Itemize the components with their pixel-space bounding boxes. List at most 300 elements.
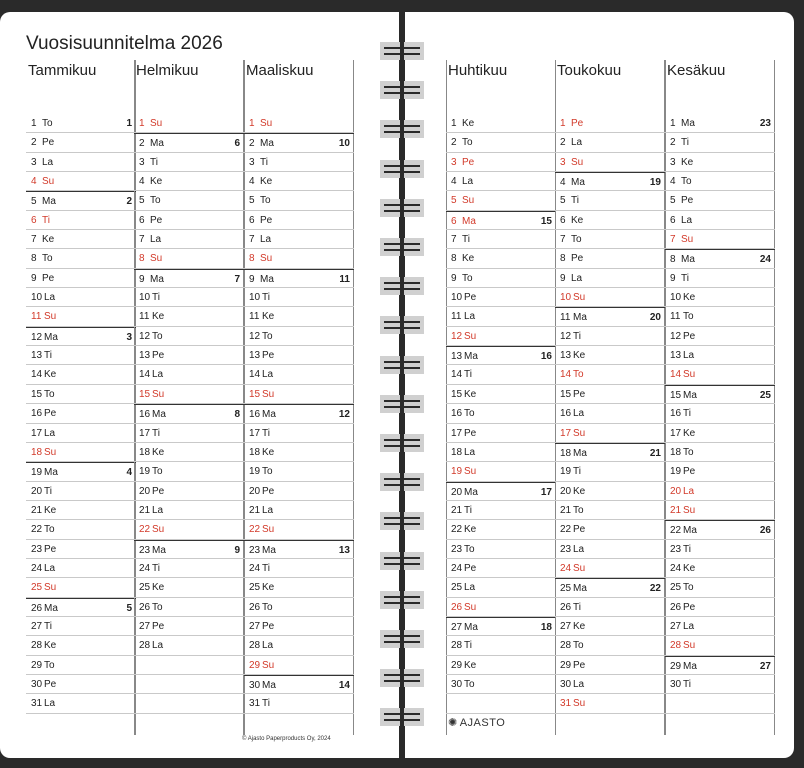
day-row — [26, 385, 136, 404]
day-number: 23 — [249, 544, 261, 556]
day-row — [446, 443, 556, 462]
day-number: 4 — [31, 176, 37, 188]
day-number: 2 — [249, 138, 255, 150]
day-row — [446, 501, 556, 520]
day-number: 24 — [249, 562, 261, 574]
day-number: 20 — [139, 485, 151, 497]
day-number: 24 — [670, 562, 682, 574]
weekday-abbr: Ke — [683, 562, 696, 574]
day-row — [244, 501, 354, 520]
week-number: 4 — [126, 467, 132, 479]
day-row — [665, 230, 775, 249]
day-number: 11 — [451, 311, 462, 323]
day-number: 4 — [139, 176, 145, 188]
day-number: 10 — [670, 292, 682, 304]
day-row — [244, 153, 354, 172]
day-number: 21 — [670, 504, 682, 516]
day-number: 7 — [670, 234, 676, 246]
week-number: 11 — [339, 273, 350, 285]
weekday-abbr: La — [262, 504, 274, 516]
day-row — [134, 636, 244, 655]
day-row — [446, 424, 556, 443]
day-row — [665, 578, 775, 597]
day-row — [665, 211, 775, 230]
weekday-abbr: Pe — [464, 427, 477, 439]
day-number: 12 — [31, 331, 43, 343]
weekday-abbr: Su — [573, 292, 586, 304]
week-number: 27 — [759, 660, 771, 672]
page-title: Vuosisuunnitelma 2026 — [26, 33, 223, 54]
day-row — [665, 540, 775, 559]
weekday-abbr: Pe — [262, 350, 275, 362]
binding-ring — [380, 395, 424, 413]
day-number: 4 — [249, 176, 255, 188]
weekday-abbr: Ke — [464, 524, 477, 536]
weekday-abbr: Ke — [573, 620, 586, 632]
weekday-abbr: Pe — [464, 292, 477, 304]
weekday-abbr: Su — [262, 659, 275, 671]
week-number: 23 — [759, 118, 771, 129]
day-row — [134, 520, 244, 539]
day-number: 24 — [560, 562, 572, 574]
day-row — [134, 501, 244, 520]
weekday-abbr: Ke — [464, 659, 477, 671]
day-row — [665, 443, 775, 462]
weekday-abbr: La — [44, 292, 56, 304]
day-number: 26 — [670, 601, 682, 613]
day-row — [555, 540, 665, 559]
day-number: 18 — [560, 447, 572, 459]
weekday-abbr: To — [152, 330, 163, 342]
day-row — [244, 211, 354, 230]
weekday-abbr: Su — [573, 698, 586, 710]
day-row — [134, 443, 244, 462]
day-number: 25 — [139, 582, 151, 594]
weekday-abbr: Ma — [462, 215, 476, 227]
day-number: 19 — [31, 467, 43, 479]
weekday-abbr: Ke — [44, 504, 57, 516]
day-number: 5 — [560, 195, 566, 207]
weekday-abbr: Ti — [262, 562, 270, 574]
weekday-abbr: To — [464, 678, 475, 690]
week-number: 16 — [540, 351, 552, 363]
weekday-abbr: To — [260, 195, 271, 207]
month-column-june — [665, 60, 775, 735]
day-row — [26, 172, 136, 191]
day-row — [555, 307, 665, 326]
day-number: 29 — [670, 660, 682, 672]
day-row — [665, 327, 775, 346]
weekday-abbr: Su — [262, 524, 275, 536]
weekday-abbr: Pe — [571, 253, 584, 265]
weekday-abbr: Ma — [262, 679, 276, 691]
day-row — [665, 385, 775, 404]
day-row — [555, 346, 665, 365]
day-number: 14 — [139, 369, 151, 381]
day-number: 30 — [670, 678, 682, 690]
day-number: 26 — [31, 602, 43, 614]
weekday-abbr: Pe — [462, 156, 475, 168]
day-number: 14 — [670, 369, 682, 381]
day-row — [134, 365, 244, 384]
week-number: 19 — [649, 177, 661, 189]
day-row — [555, 694, 665, 713]
day-number: 17 — [670, 427, 682, 439]
day-number: 19 — [670, 466, 682, 478]
day-number: 11 — [31, 311, 42, 323]
week-number: 10 — [338, 138, 350, 150]
day-number: 22 — [249, 524, 261, 536]
day-number: 10 — [249, 292, 261, 304]
day-row — [26, 114, 136, 133]
weekday-abbr: Pe — [152, 485, 165, 497]
day-row — [244, 520, 354, 539]
day-row — [446, 307, 556, 326]
weekday-abbr: Ma — [262, 409, 276, 421]
day-number: 12 — [249, 330, 261, 342]
day-number: 2 — [451, 137, 457, 149]
day-row — [134, 578, 244, 597]
day-row — [665, 114, 775, 133]
day-number: 5 — [139, 195, 145, 207]
day-number: 17 — [31, 427, 43, 439]
day-number: 6 — [670, 214, 676, 226]
day-row — [26, 404, 136, 423]
weekday-abbr: La — [571, 137, 583, 149]
day-number: 4 — [451, 176, 457, 188]
weekday-abbr: Ti — [42, 214, 50, 226]
weekday-abbr: La — [44, 562, 56, 574]
weekday-abbr: Pe — [44, 543, 57, 555]
day-number: 10 — [31, 292, 43, 304]
day-number: 1 — [670, 118, 676, 129]
day-number: 19 — [249, 466, 261, 478]
weekday-abbr: Ti — [681, 137, 689, 149]
month-column-january — [26, 60, 136, 735]
weekday-abbr: La — [683, 350, 695, 362]
weekday-abbr: Ti — [262, 427, 270, 439]
day-row — [134, 346, 244, 365]
week-number: 20 — [649, 312, 661, 324]
day-number: 25 — [670, 582, 682, 594]
weekday-abbr: To — [42, 118, 53, 129]
binding-ring — [380, 238, 424, 256]
day-row — [134, 307, 244, 326]
day-list — [555, 114, 665, 714]
day-number: 7 — [451, 234, 457, 246]
binding-ring — [380, 81, 424, 99]
brand-logo — [448, 716, 505, 729]
day-row — [26, 153, 136, 172]
day-row — [665, 249, 775, 268]
day-number: 11 — [670, 311, 681, 323]
day-number: 3 — [139, 156, 145, 168]
binding-ring — [380, 473, 424, 491]
day-row — [665, 656, 775, 675]
weekday-abbr: La — [42, 156, 54, 168]
weekday-abbr: Pe — [681, 195, 694, 207]
weekday-abbr: Ti — [150, 156, 158, 168]
weekday-abbr: Su — [462, 195, 475, 207]
weekday-abbr: Su — [464, 330, 477, 342]
day-row — [446, 540, 556, 559]
day-row — [665, 675, 775, 694]
day-row — [555, 114, 665, 133]
day-number: 15 — [139, 388, 151, 400]
weekday-abbr: To — [464, 408, 475, 420]
day-number: 10 — [139, 292, 151, 304]
weekday-abbr: La — [152, 369, 164, 381]
day-number: 28 — [670, 640, 682, 652]
day-number: 13 — [451, 351, 463, 363]
weekday-abbr: Ke — [152, 582, 165, 594]
week-number: 6 — [234, 138, 240, 150]
weekday-abbr: Ke — [150, 176, 163, 188]
binding-ring — [380, 356, 424, 374]
weekday-abbr: Ma — [260, 273, 274, 285]
weekday-abbr: Ti — [683, 543, 691, 555]
day-row — [26, 424, 136, 443]
day-number: 31 — [249, 698, 261, 710]
weekday-abbr: To — [573, 640, 584, 652]
day-number: 3 — [560, 156, 566, 168]
day-row — [244, 385, 354, 404]
day-row — [134, 288, 244, 307]
weekday-abbr: To — [44, 659, 55, 671]
weekday-abbr: To — [462, 272, 473, 284]
weekday-abbr: Ma — [42, 196, 56, 208]
weekday-abbr: Ma — [681, 118, 695, 129]
weekday-abbr: Su — [260, 253, 273, 265]
day-number: 2 — [139, 138, 145, 150]
binding-ring — [380, 630, 424, 648]
day-number: 6 — [249, 214, 255, 226]
day-row — [446, 230, 556, 249]
day-number: 2 — [560, 137, 566, 149]
day-number: 22 — [451, 524, 463, 536]
week-number: 2 — [126, 196, 132, 208]
day-row — [134, 230, 244, 249]
day-row — [26, 288, 136, 307]
day-number: 1 — [31, 118, 37, 129]
day-row — [555, 598, 665, 617]
binding-ring — [380, 42, 424, 60]
weekday-abbr: Pe — [683, 466, 696, 478]
day-row — [244, 559, 354, 578]
day-row — [446, 656, 556, 675]
day-number: 6 — [139, 214, 145, 226]
weekday-abbr: To — [464, 543, 475, 555]
day-row — [244, 269, 354, 288]
weekday-abbr: Su — [464, 466, 477, 478]
week-number: 26 — [759, 525, 771, 537]
day-number: 2 — [670, 137, 676, 149]
day-number: 31 — [560, 698, 572, 710]
weekday-abbr: Su — [573, 562, 586, 574]
day-number: 13 — [670, 350, 682, 362]
day-number: 30 — [451, 678, 463, 690]
weekday-abbr: Pe — [152, 350, 165, 362]
day-number: 13 — [139, 350, 151, 362]
day-row — [665, 617, 775, 636]
day-number: 28 — [31, 640, 43, 652]
weekday-abbr: Ti — [44, 485, 52, 497]
day-number: 31 — [31, 698, 43, 710]
weekday-abbr: Ke — [260, 176, 273, 188]
day-row — [555, 617, 665, 636]
day-row — [26, 636, 136, 655]
weekday-abbr: Ti — [464, 640, 472, 652]
month-column-february — [134, 60, 244, 735]
day-row — [446, 288, 556, 307]
weekday-abbr: Su — [683, 640, 696, 652]
day-row — [446, 327, 556, 346]
day-number: 2 — [31, 137, 37, 149]
weekday-abbr: Ti — [681, 272, 689, 284]
weekday-abbr: To — [683, 311, 694, 323]
day-row — [26, 694, 136, 713]
day-number: 3 — [451, 156, 457, 168]
weekday-abbr: Ke — [683, 427, 696, 439]
day-number: 28 — [560, 640, 572, 652]
weekday-abbr: Ke — [683, 292, 696, 304]
weekday-abbr: Ma — [150, 273, 164, 285]
weekday-abbr: Ti — [573, 601, 581, 613]
week-number: 9 — [234, 544, 240, 556]
weekday-abbr: Ma — [464, 621, 478, 633]
day-row — [555, 133, 665, 152]
weekday-abbr: La — [571, 272, 583, 284]
weekday-abbr: Ti — [262, 698, 270, 710]
weekday-abbr: La — [44, 427, 56, 439]
day-list — [134, 114, 244, 714]
day-row — [555, 327, 665, 346]
empty-row — [134, 694, 244, 713]
weekday-abbr: Ma — [152, 409, 166, 421]
weekday-abbr: Pe — [260, 214, 273, 226]
day-number: 9 — [249, 273, 255, 285]
day-row — [26, 656, 136, 675]
day-number: 27 — [560, 620, 572, 632]
day-number: 26 — [249, 601, 261, 613]
day-row — [26, 540, 136, 559]
day-row — [665, 307, 775, 326]
day-row — [244, 365, 354, 384]
weekday-abbr: Su — [150, 253, 163, 265]
day-row — [26, 365, 136, 384]
binding-ring — [380, 669, 424, 687]
day-row — [446, 636, 556, 655]
day-row — [446, 598, 556, 617]
weekday-abbr: To — [262, 601, 273, 613]
weekday-abbr: Pe — [573, 659, 586, 671]
day-row — [244, 288, 354, 307]
weekday-abbr: Ti — [683, 408, 691, 420]
week-number: 3 — [126, 331, 132, 343]
day-number: 12 — [451, 330, 463, 342]
day-row — [134, 249, 244, 268]
day-number: 12 — [560, 330, 572, 342]
weekday-abbr: To — [462, 137, 473, 149]
empty-row — [665, 694, 775, 713]
day-list — [446, 114, 556, 714]
day-number: 27 — [139, 620, 151, 632]
day-row — [555, 501, 665, 520]
day-number: 11 — [249, 311, 260, 323]
sun-icon: ✺ — [448, 717, 458, 729]
empty-row — [134, 656, 244, 675]
day-row — [26, 598, 136, 617]
day-row — [446, 617, 556, 636]
day-number: 8 — [139, 253, 145, 265]
day-row — [446, 482, 556, 501]
weekday-abbr: Pe — [262, 620, 275, 632]
day-number: 20 — [560, 485, 572, 497]
weekday-abbr: Ti — [462, 234, 470, 246]
weekday-abbr: Ke — [262, 446, 275, 458]
day-number: 13 — [31, 350, 43, 362]
weekday-abbr: To — [683, 446, 694, 458]
day-row — [446, 462, 556, 481]
weekday-abbr: To — [681, 176, 692, 188]
day-row — [244, 230, 354, 249]
day-number: 9 — [31, 272, 37, 284]
weekday-abbr: Pe — [464, 562, 477, 574]
day-number: 6 — [451, 215, 457, 227]
day-row — [244, 540, 354, 559]
weekday-abbr: Ma — [683, 660, 697, 672]
day-number: 15 — [451, 388, 463, 400]
day-row — [446, 520, 556, 539]
day-number: 11 — [139, 311, 150, 323]
binding-ring — [380, 591, 424, 609]
day-list — [244, 114, 354, 714]
weekday-abbr: Ke — [42, 234, 55, 246]
day-number: 29 — [560, 659, 572, 671]
day-row — [134, 172, 244, 191]
weekday-abbr: Pe — [42, 272, 55, 284]
day-number: 15 — [670, 389, 682, 401]
day-row — [134, 211, 244, 230]
binding-ring — [380, 552, 424, 570]
day-number: 9 — [560, 272, 566, 284]
day-row — [665, 520, 775, 539]
day-number: 30 — [31, 678, 43, 690]
weekday-abbr: Ti — [152, 427, 160, 439]
day-row — [446, 249, 556, 268]
day-row — [244, 636, 354, 655]
binding-ring — [380, 277, 424, 295]
weekday-abbr: Ti — [464, 504, 472, 516]
day-row — [446, 559, 556, 578]
weekday-abbr: La — [464, 446, 476, 458]
day-number: 23 — [139, 544, 151, 556]
day-number: 10 — [451, 292, 463, 304]
day-row — [555, 172, 665, 191]
day-row — [244, 346, 354, 365]
day-number: 16 — [451, 408, 463, 420]
day-number: 26 — [560, 601, 572, 613]
day-row — [26, 191, 136, 210]
day-row — [26, 346, 136, 365]
weekday-abbr: Ti — [44, 350, 52, 362]
day-number: 9 — [670, 272, 676, 284]
day-row — [555, 191, 665, 210]
week-number: 17 — [540, 486, 552, 498]
day-number: 3 — [670, 156, 676, 168]
day-number: 22 — [560, 524, 572, 536]
day-number: 5 — [670, 195, 676, 207]
